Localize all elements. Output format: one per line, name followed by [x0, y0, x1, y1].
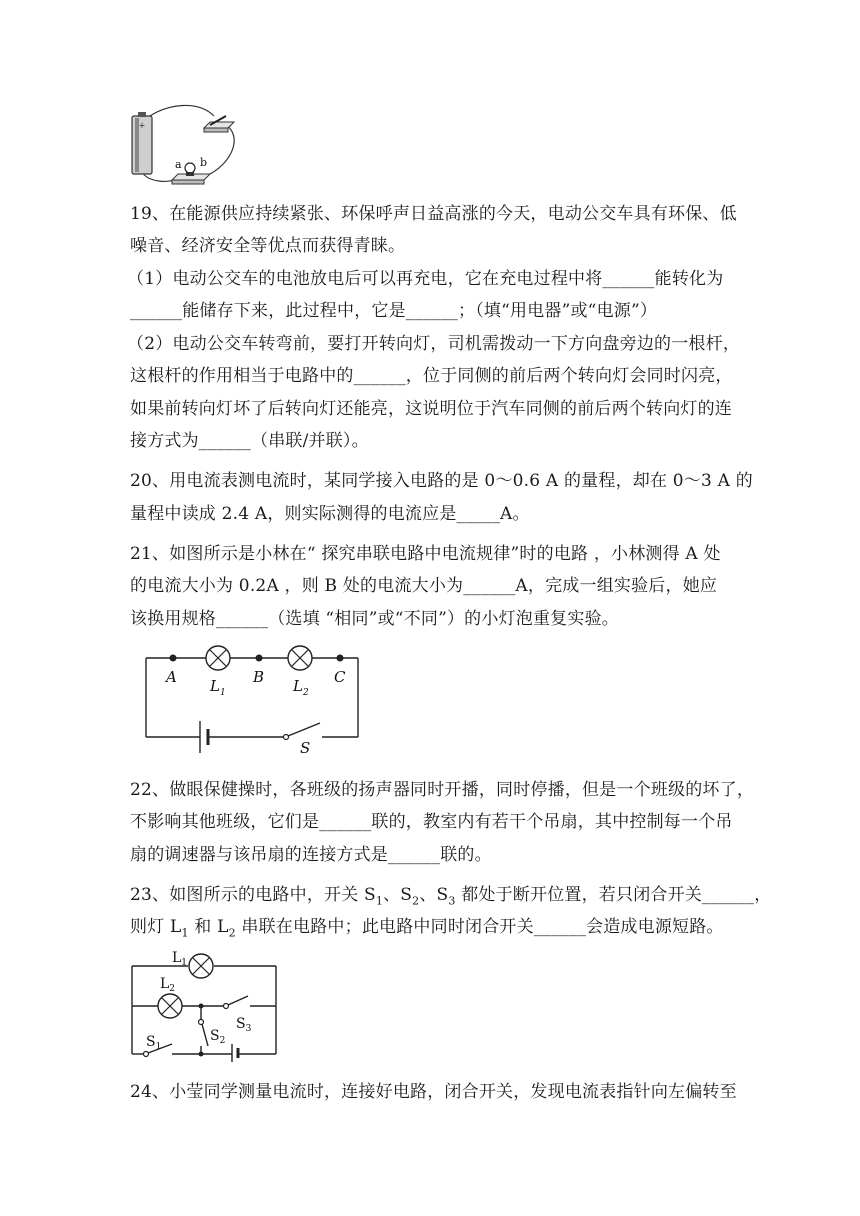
- q19-line7: 如果前转向灯坏了后转向灯还能亮，这说明位于汽车同侧的前后两个转向灯的连: [130, 399, 732, 419]
- q24-line1: 24、小莹同学测量电流时，连接好电路，闭合开关，发现电流表指针向左偏转至: [130, 1082, 737, 1102]
- q19-line8: 接方式为______（串联/并联）。: [130, 431, 369, 451]
- label-S1: $S_1$: [146, 1034, 162, 1052]
- q23-line1: 23、如图所示的电路中，开关 $S_1$、$S_2$、$S_3$ 都处于断开位置，若只闭合开关______，: [130, 885, 772, 908]
- q19-line3: （1）电动公交车的电池放电后可以再充电，它在充电过程中将______能转化为: [127, 269, 724, 289]
- battery-circuit-figure: [128, 98, 240, 190]
- q19-line6: 这根杆的作用相当于电路中的______，位于同侧的前后两个转向灯会同时闪亮，: [130, 366, 733, 386]
- label-b: b: [200, 156, 208, 169]
- q21-line1: 21、如图所示是小林在“ 探究串联电路中电流规律”时的电路 ，小林测得 A 处: [130, 544, 721, 564]
- svg-text:+: +: [138, 121, 146, 130]
- q20-line2: 量程中读成 2.4 A，则实际测得的电流应是_____A。: [130, 504, 530, 524]
- label-A: A: [166, 668, 177, 686]
- switch-circuit-figure: [126, 942, 282, 1064]
- q22-line3: 扇的调速器与该吊扇的连接方式是______联的。: [130, 845, 492, 865]
- q21-line2: 的电流大小为 0.2A ，则 B 处的电流大小为______A，完成一组实验后，她应: [130, 576, 718, 596]
- label-L1: $L_1$: [210, 677, 226, 698]
- label-C: C: [334, 668, 346, 686]
- label-a: a: [175, 158, 182, 171]
- lamp-l1-icon: [206, 646, 230, 670]
- q19-line1: 19、在能源供应持续紧张、环保呼声日益高涨的今天，电动公交车具有环保、低: [130, 204, 737, 224]
- q22-line1: 22、做眼保健操时，各班级的扬声器同时开播，同时停播，但是一个班级的坏了，: [130, 780, 755, 800]
- lamp-l1-icon: [189, 954, 213, 978]
- q23-line2: 则灯 $L_1$ 和 $L_2$ 串联在电路中；此电路中同时闭合开关______会造成电源短路。: [130, 917, 724, 940]
- series-circuit-figure: [140, 645, 364, 757]
- q22-line2: 不影响其他班级，它们是______联的，教室内有若干个吊扇，其中控制每一个吊: [130, 812, 733, 832]
- label-B: B: [253, 668, 265, 686]
- label-S3: $S_3$: [236, 1016, 252, 1034]
- q20-line1: 20、用电流表测电流时，某同学接入电路的是 0～0.6 A 的量程，却在 0～3 A 的: [130, 471, 753, 491]
- label-L1: $L_1$: [172, 950, 188, 968]
- label-L2: $L_2$: [160, 976, 176, 994]
- q19-line4: ______能储存下来，此过程中，它是______；（填“用电器”或“电源”）: [130, 301, 658, 321]
- q19-line5: （2）电动公交车转弯前，要打开转向灯，司机需拨动一下方向盘旁边的一根杆，: [127, 334, 741, 354]
- lamp-l2-icon: [158, 994, 182, 1018]
- q19-line2: 噪音、经济安全等优点而获得青睐。: [130, 236, 406, 256]
- label-S2: $S_2$: [210, 1028, 226, 1046]
- q21-line3: 该换用规格______（选填 “相同”或“不同”）的小灯泡重复实验。: [130, 609, 619, 629]
- label-S: S: [300, 739, 311, 757]
- label-L2: $L_2$: [293, 677, 309, 698]
- lamp-l2-icon: [288, 646, 312, 670]
